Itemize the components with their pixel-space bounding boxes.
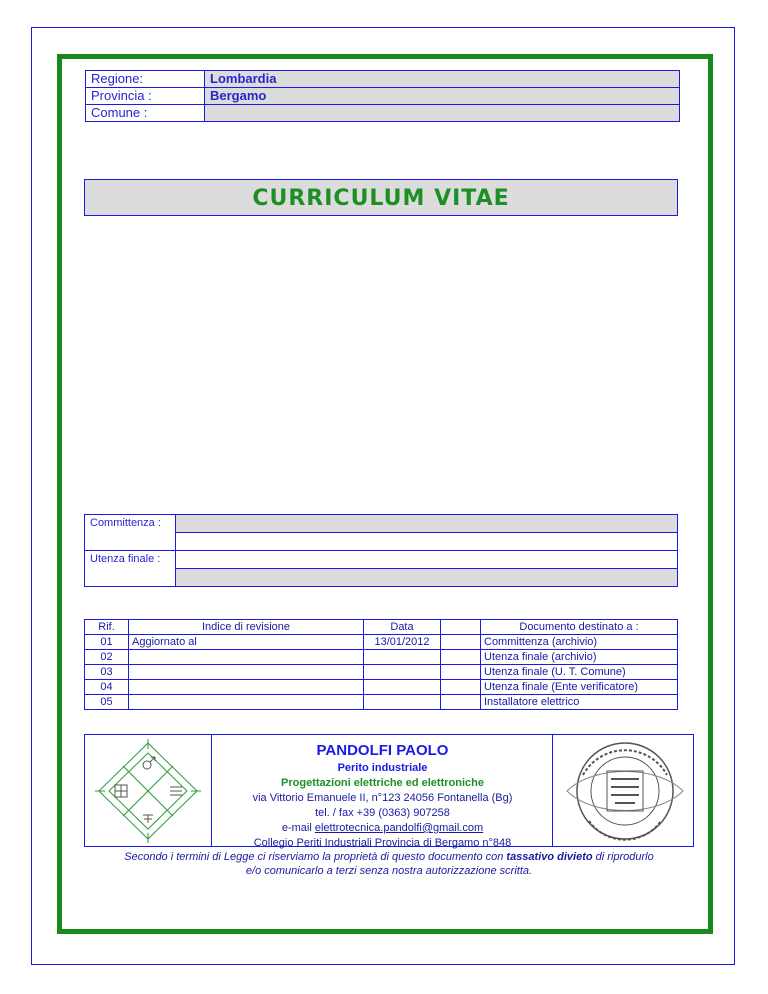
blank-cell <box>441 650 481 665</box>
dest-cell: Utenza finale (Ente verificatore) <box>481 680 678 695</box>
data-cell <box>364 650 441 665</box>
email-prefix: e-mail <box>281 822 315 834</box>
dest-cell: Installatore elettrico <box>481 695 678 710</box>
revision-table <box>84 619 678 710</box>
data-cell <box>364 665 441 680</box>
blank-cell <box>441 695 481 710</box>
table-header-row <box>85 620 678 635</box>
blank-cell <box>441 680 481 695</box>
rif-cell: 02 <box>85 650 129 665</box>
owner-email-line <box>212 821 553 836</box>
logo-cell <box>85 735 212 846</box>
col-header-blank <box>441 620 481 635</box>
rif-cell: 05 <box>85 695 129 710</box>
owner-college: Collegio Periti Industriali Provincia di Bergamo n°848 <box>253 837 512 849</box>
owner-name: PANDOLFI PAOLO <box>316 742 449 759</box>
data-cell: 13/01/2012 <box>364 635 441 650</box>
rif-cell: 01 <box>85 635 129 650</box>
utenza-label: Utenza finale : <box>85 551 176 587</box>
table-row <box>85 650 678 665</box>
footer-box <box>84 734 694 847</box>
utenza-field-2 <box>176 569 678 587</box>
table-row <box>85 551 678 569</box>
table-row <box>85 665 678 680</box>
indice-cell <box>129 680 364 695</box>
indice-cell: Aggiornato al <box>129 635 364 650</box>
dest-cell: Utenza finale (archivio) <box>481 650 678 665</box>
table-row <box>85 515 678 533</box>
email-link[interactable]: elettrotecnica.pandolfi@gmail.com <box>314 822 484 834</box>
table-row <box>86 105 680 122</box>
province-value: Bergamo <box>205 88 680 105</box>
table-row <box>85 635 678 650</box>
notice-text-3: e/o comunicarlo a terzi senza nostra autorizzazione scritta. <box>245 865 533 877</box>
col-header-dest: Documento destinato a : <box>481 620 678 635</box>
client-table <box>84 514 678 587</box>
indice-cell <box>129 650 364 665</box>
notice-text-2: di riprodurlo <box>592 851 654 863</box>
dest-cell: Utenza finale (U. T. Comune) <box>481 665 678 680</box>
data-cell <box>364 695 441 710</box>
table-row <box>86 71 680 88</box>
notice-text-1: Secondo i termini di Legge ci riserviamo la proprietà di questo documento con <box>124 851 507 863</box>
data-cell <box>364 680 441 695</box>
document-title: CURRICULUM VITAE <box>252 186 510 211</box>
committenza-label: Committenza : <box>85 515 176 551</box>
comune-value <box>205 105 680 122</box>
rif-cell: 04 <box>85 680 129 695</box>
owner-address: via Vittorio Emanuele II, n°123 24056 Fontanella (Bg) <box>252 792 513 804</box>
committenza-field-2 <box>176 533 678 551</box>
col-header-rif: Rif. <box>85 620 129 635</box>
owner-description: Progettazioni elettriche ed elettroniche <box>281 777 484 789</box>
stamp-cell <box>552 735 693 846</box>
utenza-field <box>176 551 678 569</box>
col-header-indice: Indice di revisione <box>129 620 364 635</box>
notice-bold: tassativo divieto <box>506 851 593 863</box>
blank-cell <box>441 665 481 680</box>
col-header-data: Data <box>364 620 441 635</box>
professional-stamp-icon <box>553 735 693 846</box>
title-box <box>84 179 678 216</box>
table-row <box>85 695 678 710</box>
comune-label: Comune : <box>86 105 205 122</box>
blank-cell <box>441 635 481 650</box>
location-table <box>85 70 680 122</box>
province-label: Provincia : <box>86 88 205 105</box>
indice-cell <box>129 665 364 680</box>
electrical-symbols-logo-icon <box>85 735 211 846</box>
region-label: Regione: <box>86 71 205 88</box>
rif-cell: 03 <box>85 665 129 680</box>
committenza-field <box>176 515 678 533</box>
table-row <box>85 680 678 695</box>
owner-role: Perito industriale <box>337 762 428 774</box>
owner-phone: tel. / fax +39 (0363) 907258 <box>315 807 450 819</box>
copyright-notice <box>84 850 694 878</box>
indice-cell <box>129 695 364 710</box>
contact-info <box>212 735 553 849</box>
region-value: Lombardia <box>205 71 680 88</box>
dest-cell: Committenza (archivio) <box>481 635 678 650</box>
table-row <box>86 88 680 105</box>
